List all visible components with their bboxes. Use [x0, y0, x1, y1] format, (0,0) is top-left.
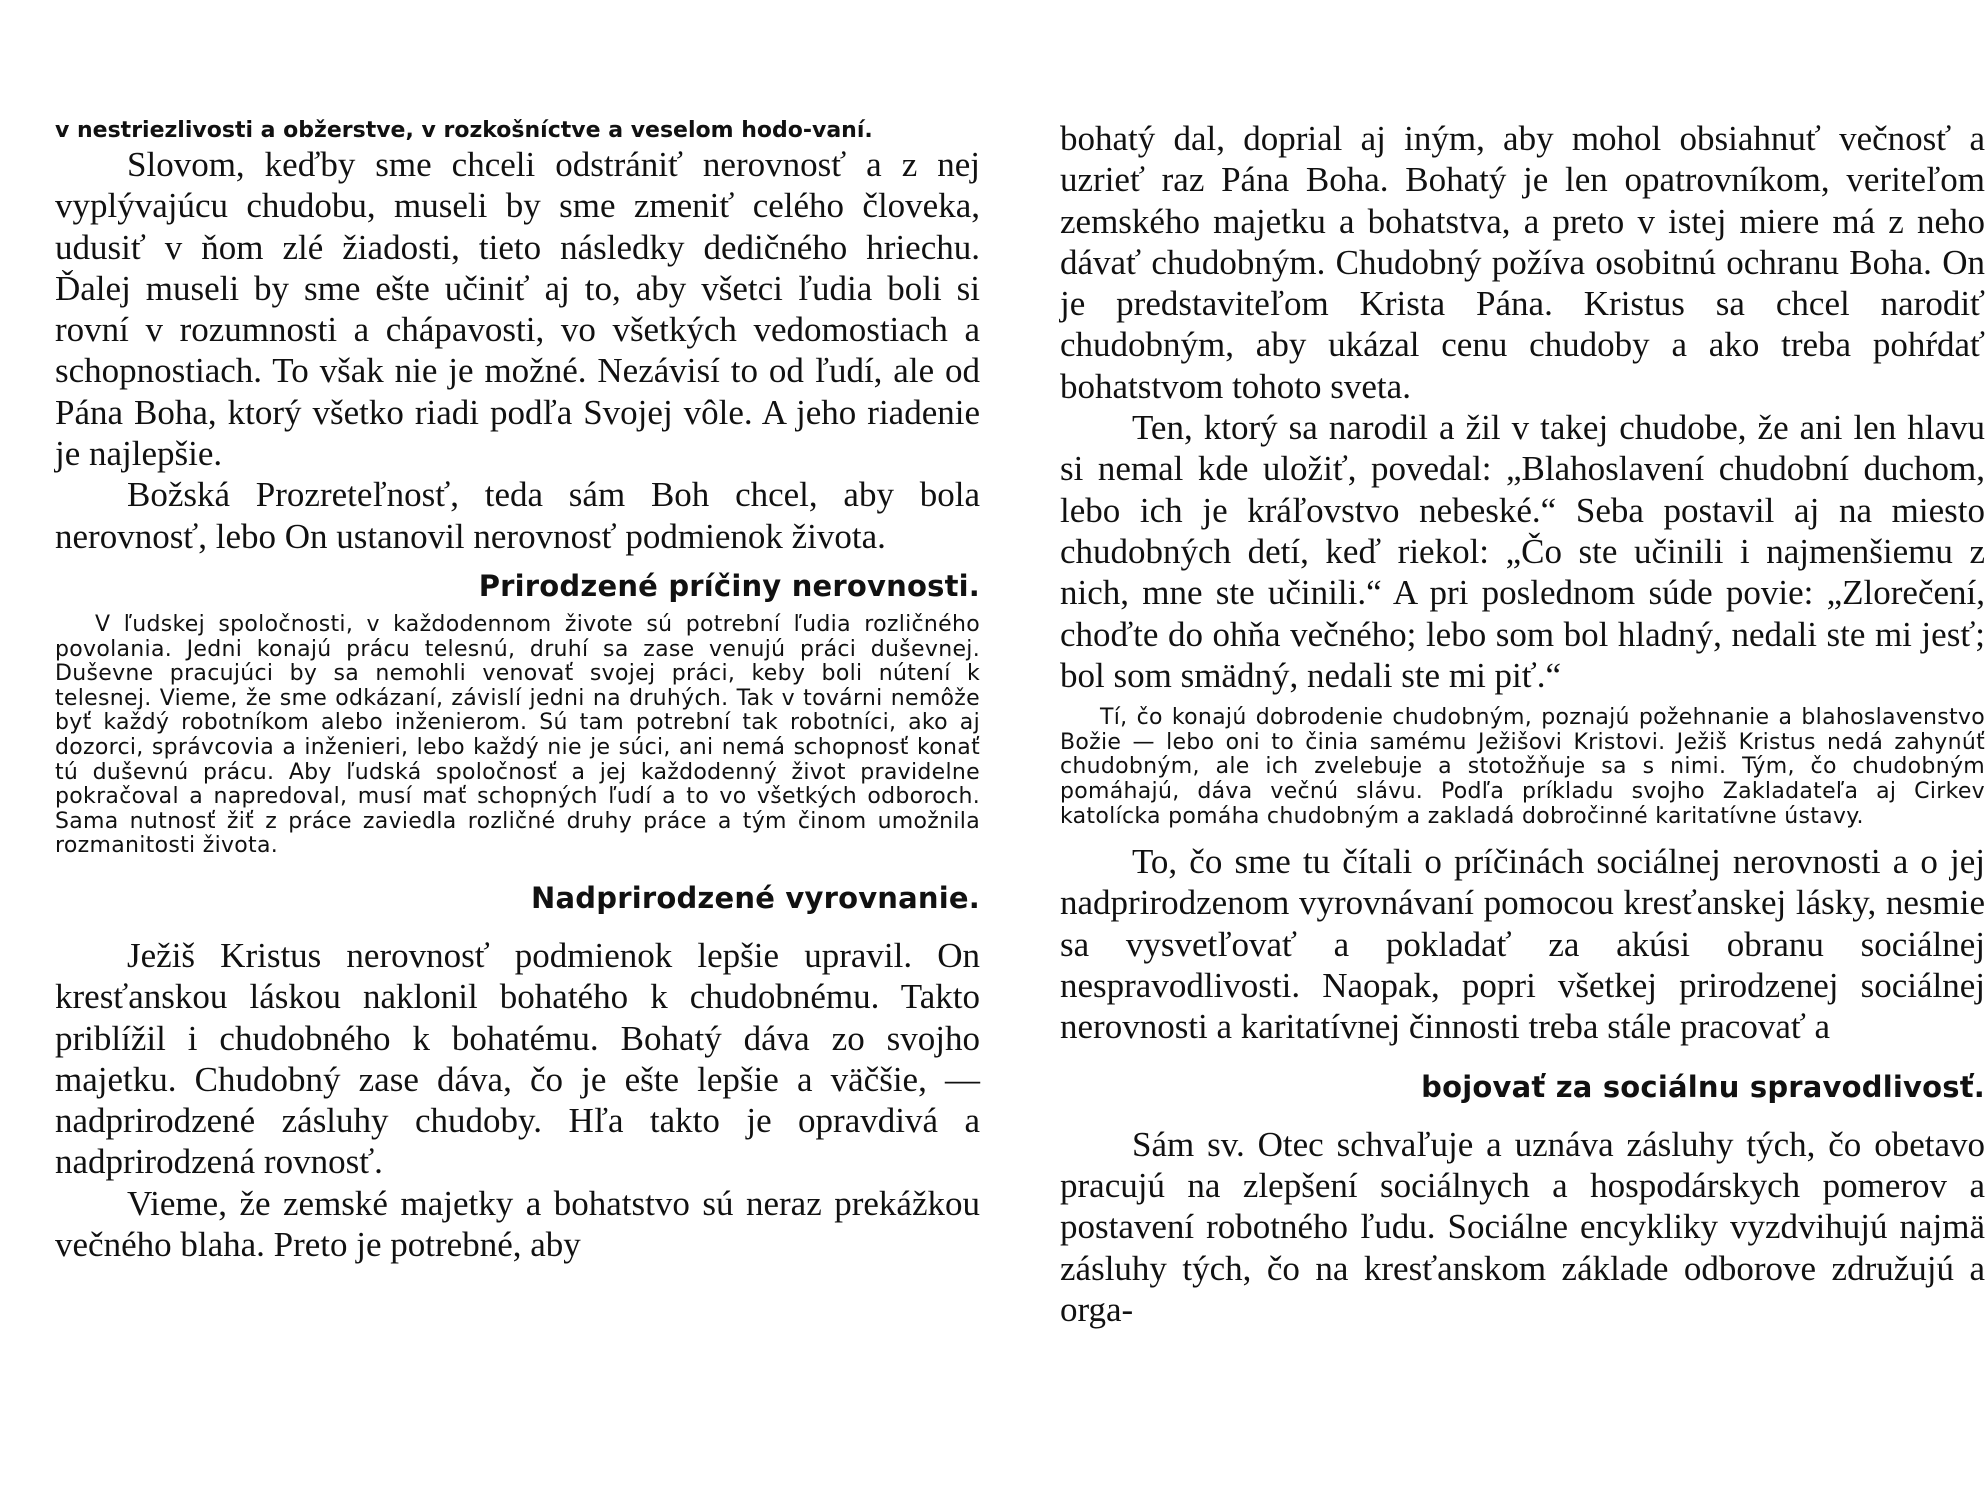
- right-section-heading: bojovať za sociálnu spravodlivosť.: [1421, 1069, 1985, 1104]
- left-section-heading-2: Nadprirodzené vyrovnanie.: [531, 880, 980, 915]
- right-paragraph-4: Sám sv. Otec schvaľuje a uznáva zásluhy tých, čo obetavo pracujú na zlepšení sociálnych a hospodárskych pomerov a postavení robotného ľudu. Sociálne encykliky vyzdvihujú najmä zásluhy tých, čo na kresťanskom základe odborove združujú a orga-: [1060, 1124, 1985, 1329]
- left-small-paragraph: V ľudskej spoločnosti, v každodennom živote sú potrební ľudia rozličného povolania. Jedni konajú prácu telesnú, druhí sa zase venujú práci duševnej. Duševne pracujúci by sa nemohli venovať svojej práci, keby boli nútení k telesnej. Vieme, že sme odkázaní, závislí jedni na druhých. Tak v továrni nemôže byť každý robotníkom alebo inženierom. Sú tam potrební tak robotníci, ako aj dozorci, správcovia a inženieri, lebo každý nie je súci, ani nemá schopnosť konať tú duševnú prácu. Aby ľudská spoločnosť a jej každodenný život pravidelne pokračoval a napredoval, musí mať schopných ľudí a to vo všetkých odboroch. Sama nutnosť žiť z práce zaviedla rozličné druhy práce a tým činom umožnila rozmanitosti života.: [55, 611, 980, 859]
- right-paragraph-3: To, čo sme tu čítali o príčinách sociálnej nerovnosti a o jej nadprirodzenom vyrovnávaní pomocou kresťanskej lásky, nesmie sa vysvetľovať a pokladať za akúsi obranu sociálnej nespravodlivosti. Naopak, popri všetkej prirodzenej sociálnej nerovnosti a karitatívnej činnosti treba stále pracovať a: [1060, 842, 1985, 1047]
- left-section-heading-1: Prirodzené príčiny nerovnosti.: [478, 568, 980, 603]
- left-page: [55, 118, 980, 1265]
- left-paragraph-3: Ježiš Kristus nerovnosť podmienok lepšie upravil. On kresťanskou láskou naklonil bohatého k chudobnému. Takto priblížil i chudobného k bohatému. Bohatý dáva zo svojho majetku. Chudobný zase dáva, čo je ešte lepšie a väčšie, — nadprirodzené zásluhy chudoby. Hľa takto je opravdivá a nadprirodzená rovnosť.: [55, 935, 980, 1182]
- left-paragraph-1: Slovom, keďby sme chceli odstrániť nerovnosť a z nej vyplývajúcu chudobu, museli by sme zmeniť celého človeka, udusiť v ňom zlé žiadosti, tieto následky dedičného hriechu. Ďalej museli by sme ešte učiniť aj to, aby všetci ľudia boli si rovní v rozumnosti a chápavosti, vo všetkých vedomostiach a schopnostiach. To však nie je možné. Nezávisí to od ľudí, ale od Pána Boha, ktorý všetko riadi podľa Svojej vôle. A jeho riadenie je najlepšie.: [55, 145, 980, 474]
- right-page: [1060, 118, 1985, 1330]
- left-paragraph-2: Božská Prozreteľnosť, teda sám Boh chcel, aby bola nerovnosť, lebo On ustanovil nerovnosť podmienok života.: [55, 475, 980, 556]
- left-continuation-text: v nestriezlivosti a obžerstve, v rozkošníctve a veselom hodo-vaní.: [55, 118, 873, 143]
- right-paragraph-1: bohatý dal, doprial aj iným, aby mohol obsiahnuť večnosť a uzrieť raz Pána Boha. Bohatý je len opatrovníkom, veriteľom zemského majetku a bohatstva, a preto v istej miere má z neho dávať chudobným. Chudobný požíva osobitnú ochranu Boha. On je predstaviteľom Krista Pána. Kristus sa chcel narodiť chudobným, aby ukázal cenu chudoby a ako treba pohŕdať bohatstvom tohoto sveta.: [1060, 119, 1985, 406]
- left-paragraph-4: Vieme, že zemské majetky a bohatstvo sú neraz prekážkou večného blaha. Preto je potrebné, aby: [55, 1183, 980, 1264]
- right-paragraph-2: Ten, ktorý sa narodil a žil v takej chudobe, že ani len hlavu si nemal kde uložiť, povedal: „Blahoslavení chudobní duchom, lebo ich je kráľovstvo nebeské.“ Seba postavil aj na miesto chudobných detí, keď riekol: „Čo ste učinili i najmenšiemu z nich, mne ste učinili.“ A pri poslednom súde povie: „Zlorečení, choďte do ohňa večného; lebo som bol hladný, nedali ste mi jesť; bol som smädný, nedali ste mi piť.“: [1060, 408, 1985, 695]
- right-small-paragraph: Tí, čo konajú dobrodenie chudobným, poznajú požehnanie a blahoslavenstvo Božie — lebo oni to činia samému Ježišovi Kristovi. Ježiš Kristus nedá zahynúť chudobným, ale ich zvelebuje a stotožňuje sa s nimi. Tým, čo chudobným pomáhajú, dáva večnú slávu. Podľa príkladu svojho Zakladateľa aj Cirkev katolícka pomáha chudobným a zakladá dobročinné karitatívne ústavy.: [1060, 705, 1985, 829]
